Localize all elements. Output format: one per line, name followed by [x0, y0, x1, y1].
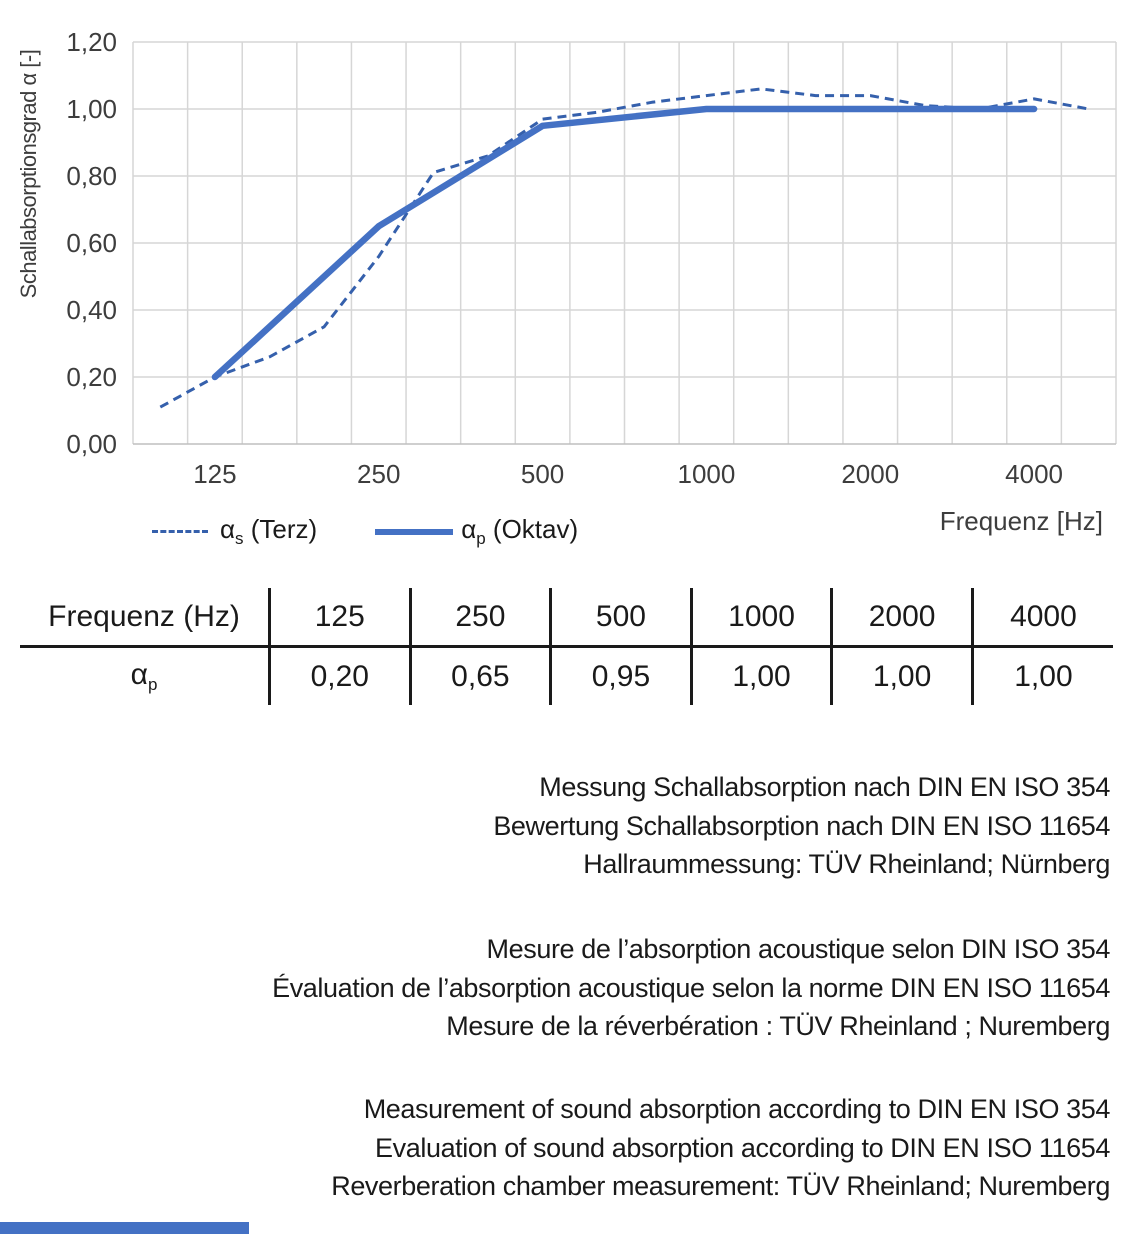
- note-french: [10, 930, 1110, 1046]
- table-value-cell: 0,65: [410, 647, 551, 706]
- table-value-cell: 1,00: [972, 647, 1113, 706]
- chart-legend: [152, 514, 578, 549]
- y-tick-label: 0,00: [66, 429, 117, 459]
- note-german: [10, 768, 1110, 884]
- note-line: Measurement of sound absorption according to DIN EN ISO 354: [363, 1094, 1110, 1124]
- x-tick-label: 1000: [677, 459, 736, 489]
- absorption-values-table: [20, 588, 1113, 705]
- table-value-cell: 0,20: [270, 647, 411, 706]
- note-line: Mesure de l’absorption acoustique selon DIN ISO 354: [486, 934, 1110, 964]
- note-line: Hallraummessung: TÜV Rheinland; Nürnberg: [583, 849, 1110, 879]
- x-tick-label: 250: [357, 459, 401, 489]
- table-header-row: [20, 588, 1113, 647]
- x-tick-label: 500: [520, 459, 565, 489]
- legend-item-oktav: [375, 514, 578, 549]
- note-line: Évaluation de l’absorption acoustique selon la norme DIN EN ISO 11654: [272, 972, 1110, 1003]
- table-header-cell: 250: [410, 588, 551, 647]
- axis-tick-labels: [66, 27, 1063, 489]
- table-row-label: $\alpha_p$: [130, 658, 158, 694]
- x-tick-label: 125: [193, 459, 237, 489]
- note-line: Evaluation of sound absorption according to DIN EN ISO 11654: [375, 1132, 1110, 1163]
- legend-label-terz: $\alpha_s$ (Terz): [220, 514, 318, 548]
- table-value-cell: 0,95: [551, 647, 692, 706]
- dashed-line-sample: [152, 530, 208, 533]
- y-axis-title: Schallabsorptionsgrad α [-]: [16, 49, 41, 299]
- x-tick-label: 2000: [841, 459, 900, 489]
- absorption-chart: [0, 0, 1135, 500]
- table-value-cell: 1,00: [691, 647, 832, 706]
- note-english: [10, 1090, 1110, 1206]
- table-header-cell: 125: [270, 588, 411, 647]
- y-tick-label: 1,20: [66, 27, 117, 57]
- gridlines: [133, 42, 1116, 444]
- table-value-cell: 1,00: [832, 647, 973, 706]
- table-header-cell: 1000: [691, 588, 832, 647]
- x-tick-label: 4000: [1005, 459, 1064, 489]
- solid-line-sample: [375, 529, 453, 535]
- table-header-cell: Frequenz (Hz): [20, 588, 270, 647]
- y-tick-label: 0,80: [66, 161, 117, 191]
- note-line: Mesure de la réverbération : TÜV Rheinland ; Nuremberg: [446, 1011, 1110, 1041]
- note-line: Reverberation chamber measurement: TÜV Rheinland; Nuremberg: [331, 1171, 1110, 1201]
- note-line: Messung Schallabsorption nach DIN EN ISO 354: [539, 772, 1110, 802]
- table-header-cell: 500: [551, 588, 692, 647]
- y-tick-label: 0,40: [66, 295, 117, 325]
- table-value-row: [20, 647, 1113, 706]
- legend-item-terz: [152, 514, 317, 549]
- legend-label-oktav: $\alpha_p$ (Oktav): [461, 514, 579, 548]
- y-tick-label: 1,00: [66, 94, 117, 124]
- footer-accent-bar: [0, 1222, 249, 1234]
- table-header-cell: 2000: [832, 588, 973, 647]
- y-tick-label: 0,60: [66, 228, 117, 258]
- x-axis-title: Frequenz [Hz]: [939, 506, 1103, 536]
- note-line: Bewertung Schallabsorption nach DIN EN ISO 11654: [493, 810, 1110, 841]
- table-header-cell: 4000: [972, 588, 1113, 647]
- y-tick-label: 0,20: [66, 362, 117, 392]
